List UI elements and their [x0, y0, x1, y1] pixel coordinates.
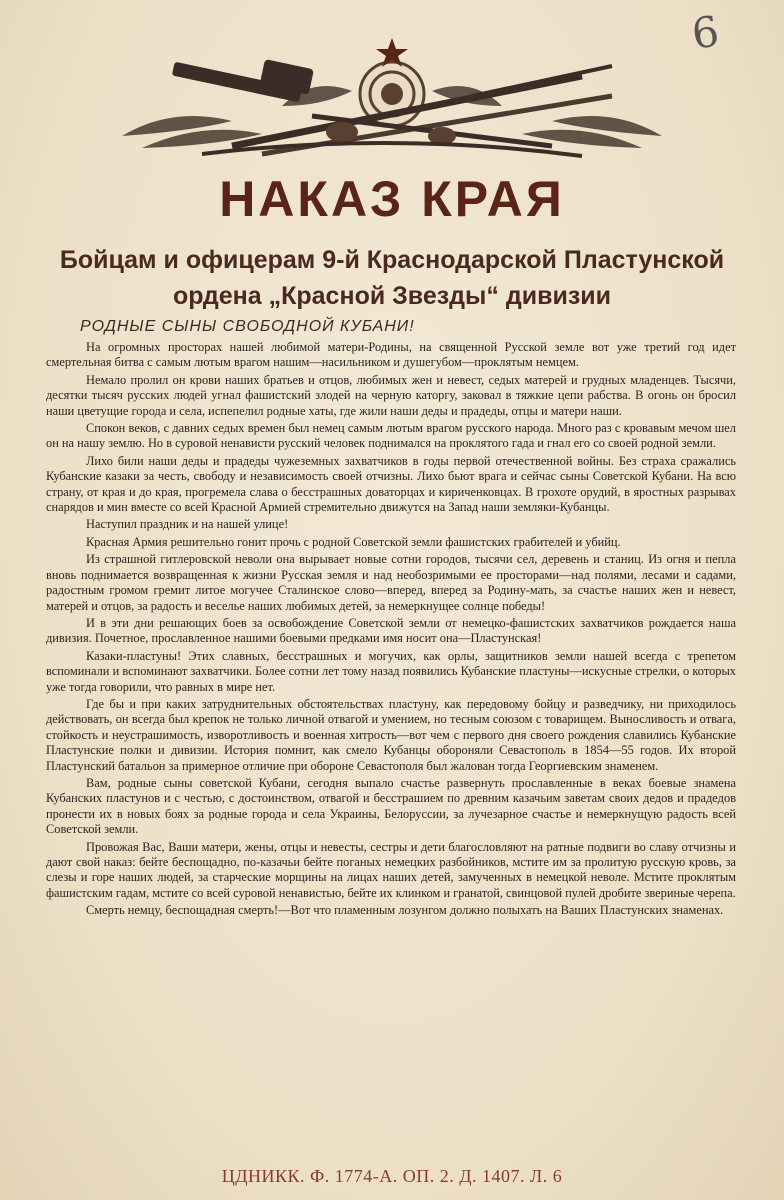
paragraph: Из страшной гитлеровской неволи она вырывает новые сотни городов, тысячи сел, деревень и станиц. Из огня и пепла вновь поднимается возвращенная к жизни Русская земля и над необозримыми ее просторами—над полями, лесами и садами, радостным громом гремит литое могучее Сталинское слово—вперед, вперед за Родину-мать, за счастье наших жен и невест, матерей и отцов, за радость и веселье наших любимых детей, за немеркнущее солнце победы! [46, 552, 736, 613]
military-emblem-illustration [112, 36, 672, 166]
body-text [46, 340, 736, 921]
paragraph: Смерть немцу, беспощадная смерть!—Вот что пламенным лозунгом должно полыхать на Ваших Пластунских знаменах. [86, 903, 724, 918]
archive-reference: ЦДНИКК. Ф. 1774-А. ОП. 2. Д. 1407. Л. 6 [221, 1166, 563, 1186]
paragraph: Вам, родные сыны советской Кубани, сегодня выпало счастье развернуть прославленные в веках боевые знамена Кубанских пластунов и с честью, с достоинством, отвагой и бесстрашием по древним казачьим заветам своих дедов и прадедов пронести их в новых боях за родные города и села Украины, Белоруссии, за лучезарное счастье и немеркнущую радость всей Советской земли. [46, 775, 736, 837]
paragraph: Красная Армия решительно гонит прочь с родной Советской земли фашистских грабителей и убийц. [86, 534, 621, 549]
paragraph: Лихо били наши деды и прадеды чужеземных захватчиков в годы первой отечественной войны. Без страха сражались Кубанские казаки за честь, свободу и независимость своей отчизны. Лихо бьют врага и сейчас сыны Советской Кубани. На всю страну, от края и до края, прогремела слава о бесстрашных доваторцах и кириченковцах. В грохоте орудий, в яростных разрывах снарядов и мин вместе со всей Красной Армией стремительно движутся на Запад наши земляки-Кубанцы. [46, 453, 736, 515]
paragraph: И в эти дни решающих боев за освобождение Советской земли от немецко-фашистских захватчиков рождается наша дивизия. Почетное, прославленное нашими боевыми предками имя носит она—Пластунская! [46, 615, 736, 646]
paragraph: Наступил праздник и на нашей улице! [86, 517, 289, 532]
document-title: НАКАЗ КРАЯ [219, 171, 565, 227]
subtitle-line-1: Бойцам и офицерам 9-й Краснодарской Пластунской [59, 246, 725, 274]
paragraph: Казаки-пластуны! Этих славных, бесстрашных и могучих, как орлы, защитников земли нашей всегда с трепетом вспоминали и вспоминают захватчики. Более сотни лет тому назад появились Кубанские пластуны—искусные стрелки, о которых уже тогда говорили, что равных в мире нет. [46, 648, 736, 694]
subtitle-line-2: ордена „Красной Звезды“ дивизии [172, 282, 611, 310]
handwritten-page-number: 6 [688, 6, 723, 59]
paragraph: Провожая Вас, Ваши матери, жены, отцы и невесты, сестры и дети благословляют на ратные подвиги во славу отчизны и дают свой наказ: бейте беспощадно, по-казачьи бейте поганых немецких разбойников, мстите им за пролитую русскую кровь, за слезы и горе наших людей, за старческие морщины на лицах наших детей, замученных в немецкой неволе. Мстите проклятым фашистским гадам, мстите со всей суровой ненавистью, бейте их клинком и гранатой, свинцовой пулей дробите звериные черепа. [46, 839, 736, 900]
paragraph: На огромных просторах нашей любимой матери-Родины, на священной Русской земле вот уже третий год идет смертельная битва с самым лютым врагом нашим—насильником и душегубом—проклятым немцем. [46, 340, 736, 370]
paragraph: Где бы и при каких затруднительных обстоятельствах пластуну, как передовому бойцу и разведчику, ни приходилось действовать, он всегда был крепок не только личной отвагой и умением, но тесным союзом с товарищем. Выносливость и отвага, стойкость и неустрашимость, изворотливость и военная хитрость—вот чем с первого дня своего рождения славились Кубанские Пластунские полки и дивизии. История помнит, как смело Кубанцы обороняли Севастополь в 1854—55 годов. Их второй Пластунский батальон за примерное отличие при обороне Севастополя был жалован тогда Георгиевским знаменем. [46, 696, 736, 773]
greeting-heading: РОДНЫЕ СЫНЫ СВОБОДНОЙ КУБАНИ! [80, 318, 415, 335]
paragraph: Спокон веков, с давних седых времен был немец самым лютым врагом русского народа. Много раз с кровавым мечом шел он на нашу землю. Но в суровой ненависти русский человек поднимался на проклятого гада и гнал его со своей родной земли. [46, 421, 736, 451]
paragraph: Немало пролил он крови наших братьев и отцов, любимых жен и невест, седых матерей и грудных младенцев. Тысячи, десятки тысяч русских людей угнал фашистский злодей на черную каторгу, заковал в тяжкие цепи рабства. В огонь он бросил наши цветущие города и села, испепелил родные хаты, где жили наши деды и прадеды, отцы и матери наши. [46, 372, 736, 418]
